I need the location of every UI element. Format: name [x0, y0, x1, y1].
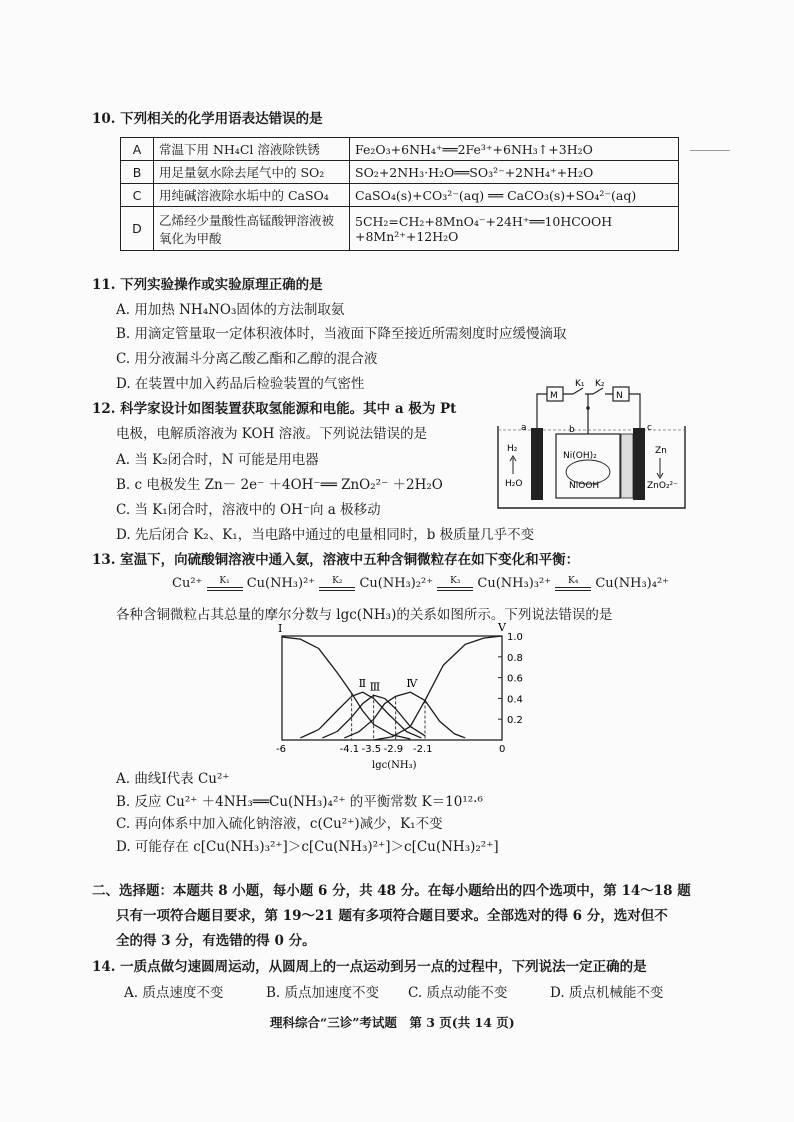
h2o-label: H₂O — [505, 479, 523, 489]
q14-option-c: C. 质点动能不变 — [408, 985, 508, 1001]
zn-label: Zn — [655, 446, 667, 456]
x-tick-label: -6 — [276, 744, 286, 755]
device-n-label: N — [616, 391, 623, 401]
x-axis-label: lgc(NH₃) — [372, 760, 417, 771]
y-tick-label: 0.8 — [507, 652, 523, 664]
q14-option-a: A. 质点速度不变 — [124, 985, 224, 1001]
table-row — [121, 138, 679, 161]
x-tick-label: -2.1 — [413, 744, 433, 755]
x-tick-label: -3.5 — [361, 744, 382, 755]
q12-option-b: B. c 电极发生 Zn－ 2e⁻ ＋4OH⁻══ ZnO₂²⁻ ＋2H₂O — [116, 477, 443, 493]
series-line — [344, 692, 465, 738]
q11-stem: 11. 下列实验操作或实验原理正确的是 — [92, 277, 323, 293]
scan-line — [690, 150, 730, 151]
q14-stem: 14. 一质点做匀速圆周运动，从圆周上的一点运动到另一点的过程中，下列说法一定正确的是 — [92, 959, 647, 975]
equilibrium-arrow: K₁ — [207, 576, 243, 586]
equilibrium-arrow: K₄ — [555, 576, 591, 586]
section2-instructions-line3: 全的得 3 分，有选错的得 0 分。 — [116, 933, 316, 949]
series-label: Ⅴ — [498, 621, 506, 634]
option-desc: 用足量氨水除去尾气中的 SO₂ — [154, 161, 350, 184]
series-line — [374, 636, 502, 740]
y-tick-label: 1.0 — [507, 632, 523, 643]
x-tick-label: -4.1 — [339, 744, 360, 755]
electrode-c-label: c — [647, 423, 652, 433]
electrode-c — [633, 428, 645, 500]
electrode-a-label: a — [521, 423, 527, 433]
q11-option-b: B. 用滴定管量取一定体积液体时，当液面下降至接近所需刻度时应缓慢滴取 — [116, 326, 567, 342]
mole-fraction-chart — [262, 621, 532, 771]
q13-equilibrium-chain — [172, 576, 669, 591]
q10-table — [120, 137, 679, 251]
q11-option-d: D. 在装置中加入药品后检验装置的气密性 — [116, 376, 365, 392]
q11-option-c: C. 用分液漏斗分离乙酸乙酯和乙醇的混合液 — [116, 351, 378, 367]
q14-option-d: D. 质点机械能不变 — [550, 985, 664, 1001]
option-equation: 5CH₂=CH₂+8MnO₄⁻+24H⁺══10HCOOH +8Mn²⁺+12H₂O — [350, 207, 679, 251]
h2-label: H₂ — [507, 444, 518, 454]
q12-option-a: A. 当 K₂闭合时，N 可能是用电器 — [116, 452, 319, 468]
electrode-a — [531, 428, 543, 500]
equilibrium-arrow: K₂ — [319, 576, 355, 586]
option-desc: 乙烯经少量酸性高锰酸钾溶液被氧化为甲酸 — [154, 207, 350, 251]
q12-stem-cont: 电极，电解质溶液为 KOH 溶液。下列说法错误的是 — [116, 426, 428, 442]
y-tick-label: 0.4 — [507, 694, 523, 706]
switch-k2-label: K₂ — [595, 379, 605, 389]
electrochemical-cell-diagram — [495, 378, 690, 513]
equilibrium-arrow: K₃ — [437, 576, 473, 586]
species: Cu(NH₃)²⁺ — [246, 576, 316, 591]
x-tick-label: 0 — [499, 744, 506, 755]
option-key: A — [121, 138, 154, 161]
option-key: D — [121, 207, 154, 251]
section2-instructions-line1: 二、选择题：本题共 8 小题，每小题 6 分，共 48 分。在每小题给出的四个选项中，第 14～18 题 — [92, 883, 691, 899]
page-footer: 理科综合“三诊”考试题 第 3 页(共 14 页) — [270, 1015, 515, 1030]
table-row — [121, 184, 679, 207]
q13-option-a: A. 曲线Ⅰ代表 Cu²⁺ — [116, 771, 230, 787]
option-key: C — [121, 184, 154, 207]
q13-option-c: C. 再向体系中加入硫化钠溶液，c(Cu²⁺)减少，K₁不变 — [116, 816, 443, 832]
table-row — [121, 207, 679, 251]
table-row — [121, 161, 679, 184]
zno2-label: ZnO₂²⁻ — [647, 481, 678, 491]
q13-option-d: D. 可能存在 c[Cu(NH₃)₃²⁺]＞c[Cu(NH₃)²⁺]＞c[Cu(NH₃)₂²⁺] — [116, 839, 499, 855]
option-desc: 常温下用 NH₄Cl 溶液除铁锈 — [154, 138, 350, 161]
option-key: B — [121, 161, 154, 184]
niooh-label: NiOOH — [569, 481, 600, 491]
q13-stem: 13. 室温下，向硫酸铜溶液中通入氨，溶液中五种含铜微粒存在如下变化和平衡： — [92, 552, 580, 568]
q10-stem: 10. 下列相关的化学用语表达错误的是 — [92, 111, 323, 127]
option-desc: 用纯碱溶液除水垢中的 CaSO₄ — [154, 184, 350, 207]
q12-stem: 12. 科学家设计如图装置获取氢能源和电能。其中 a 极为 Pt — [92, 401, 457, 417]
x-tick-label: -2.9 — [383, 744, 404, 755]
species: Cu²⁺ — [172, 576, 203, 591]
y-tick-label: 0.6 — [507, 673, 523, 685]
nioh2-label: Ni(OH)₂ — [563, 451, 597, 461]
species: Cu(NH₃)₃²⁺ — [477, 576, 552, 591]
series-label: Ⅳ — [406, 677, 418, 691]
series-label: Ⅲ — [369, 680, 381, 694]
q13-stem-cont: 各种含铜微粒占其总量的摩尔分数与 lgc(NH₃)的关系如图所示。下列说法错误的是 — [116, 607, 613, 623]
option-equation: CaSO₄(s)+CO₃²⁻(aq) ══ CaCO₃(s)+SO₄²⁻(aq) — [350, 184, 679, 207]
plot-frame — [282, 636, 502, 740]
option-equation: Fe₂O₃+6NH₄⁺══2Fe³⁺+6NH₃↑+3H₂O — [350, 138, 679, 161]
device-m-label: M — [550, 391, 558, 401]
q14-option-b: B. 质点加速度不变 — [266, 985, 380, 1001]
q12-option-c: C. 当 K₁闭合时，溶液中的 OH⁻向 a 极移动 — [116, 502, 381, 518]
electrode-b-label: b — [569, 425, 575, 435]
series-label: Ⅰ — [278, 622, 283, 636]
option-equation: SO₂+2NH₃·H₂O══SO₃²⁻+2NH₄⁺+H₂O — [350, 161, 679, 184]
section2-instructions-line2: 只有一项符合题目要求，第 19～21 题有多项符合题目要求。全部选对的得 6 分，选对但不 — [116, 908, 668, 924]
series-label: Ⅱ — [358, 677, 367, 691]
switch-k1-label: K₁ — [575, 379, 585, 389]
q12-option-d: D. 先后闭合 K₂、K₁，当电路中通过的电量相同时，b 极质量几乎不变 — [116, 527, 535, 543]
species: Cu(NH₃)₂²⁺ — [359, 576, 434, 591]
q13-option-b: B. 反应 Cu²⁺ ＋4NH₃══Cu(NH₃)₄²⁺ 的平衡常数 K＝10¹²·⁶ — [116, 794, 483, 810]
series-line — [282, 637, 410, 739]
q11-option-a: A. 用加热 NH₄NO₃固体的方法制取氨 — [116, 302, 345, 318]
y-tick-label: 0.2 — [507, 715, 523, 727]
species: Cu(NH₃)₄²⁺ — [595, 576, 670, 591]
